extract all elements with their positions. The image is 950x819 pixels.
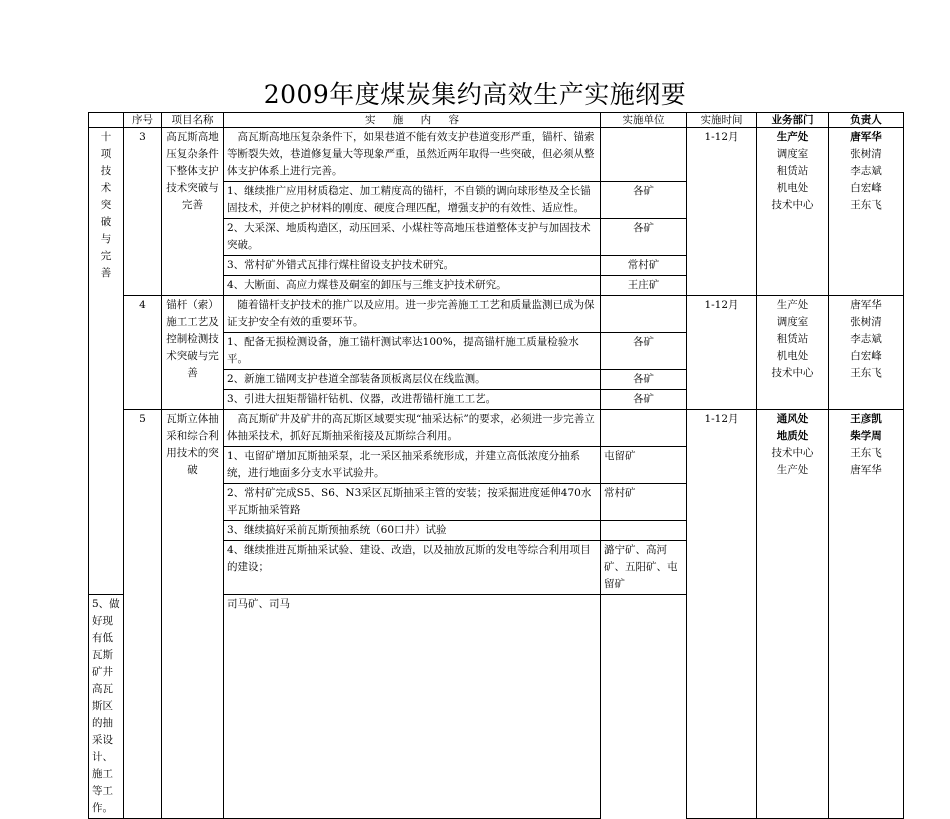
table-row	[89, 410, 904, 447]
table-row	[89, 296, 904, 333]
project-name: 锚杆（索）施工工艺及控制检测技术突破与完善	[162, 296, 224, 410]
item-unit: 各矿	[601, 182, 687, 219]
item-text: 4、大断面、高应力煤巷及硐室的卸压与三维支护技术研究。	[224, 276, 601, 296]
project-depts: 生产处 调度室 租赁站 机电处 技术中心	[757, 128, 829, 296]
item-unit: 常村矿	[601, 256, 687, 276]
item-text: 3、常村矿外错式瓦排行煤柱留设支护技术研究。	[224, 256, 601, 276]
project-time: 1-12月	[687, 128, 757, 296]
side-label: 十 项 技 术 突 破 与 完 善	[89, 128, 124, 595]
project-time: 1-12月	[687, 296, 757, 410]
item-unit: 屯留矿	[601, 447, 687, 484]
item-unit: 常村矿	[601, 484, 687, 521]
item-unit: 各矿	[601, 333, 687, 370]
project-name: 高瓦斯高地压复杂条件下整体支护技术突破与完善	[162, 128, 224, 296]
header-name: 项目名称	[162, 113, 224, 128]
unit-cell	[601, 296, 687, 333]
header-owner: 负责人	[829, 113, 904, 128]
project-seq: 4	[124, 296, 162, 410]
header-row	[89, 113, 904, 128]
item-text: 2、常村矿完成S5、S6、N3采区瓦斯抽采主管的安装；按采掘进度延伸470水平瓦斯抽采管路	[224, 484, 601, 521]
project-owners: 唐军华 张树清 李志斌 白宏峰 王东飞	[829, 128, 904, 296]
header-time: 实施时间	[687, 113, 757, 128]
item-text: 2、新施工锚网支护巷道全部装备顶板离层仪在线监测。	[224, 370, 601, 390]
implementation-table	[88, 112, 904, 819]
corner-cell	[89, 113, 124, 128]
item-text: 3、继续搞好采前瓦斯预抽系统（60口井）试验	[224, 521, 601, 541]
item-text: 1、屯留矿增加瓦斯抽采泵，北一采区抽采系统形成，并建立高低浓度分抽系统，进行地面多分支水平试验井。	[224, 447, 601, 484]
project-intro: 高瓦斯高地压复杂条件下，如果巷道不能有效支护巷道变形严重，锚杆、锚索等断裂失效，巷道修复量大等现象严重，虽然近两年取得一些突破，但必须从整体支护体系上进行完善。	[224, 128, 601, 182]
project-depts: 通风处 地质处 技术中心 生产处	[757, 410, 829, 819]
item-text: 4、继续推进瓦斯抽采试验、建设、改造，以及抽放瓦斯的发电等综合利用项目的建设；	[224, 541, 601, 595]
table-row	[89, 128, 904, 182]
item-unit	[601, 521, 687, 541]
project-intro: 随着锚杆支护技术的推广以及应用。进一步完善施工工艺和质量监测已成为保证支护安全有效的重要环节。	[224, 296, 601, 333]
item-text: 2、大采深、地质构造区，动压回采、小煤柱等高地压巷道整体支护与加固技术突破。	[224, 219, 601, 256]
item-text: 1、继续推广应用材质稳定、加工精度高的锚杆，不自锁的调向球形垫及全长锚固技术，并使之护材料的刚度、硬度合理匹配，增强支护的有效性、适应性。	[224, 182, 601, 219]
project-intro: 高瓦斯矿井及矿井的高瓦斯区域要实现“抽采达标”的要求，必须进一步完善立体抽采技术，抓好瓦斯抽采衔接及瓦斯综合利用。	[224, 410, 601, 447]
header-content: 实 施 内 容	[224, 113, 601, 128]
item-unit: 各矿	[601, 370, 687, 390]
header-seq: 序号	[124, 113, 162, 128]
item-text: 1、配备无损检测设备，施工锚杆测试率达100%，提高锚杆施工质量检验水平。	[224, 333, 601, 370]
project-owners: 王彦凯 柴学周 王东飞 唐军华	[829, 410, 904, 819]
item-unit: 潞宁矿、高河矿、五阳矿、屯留矿	[601, 541, 687, 595]
item-unit: 各矿	[601, 390, 687, 410]
header-unit: 实施单位	[601, 113, 687, 128]
project-seq: 5	[124, 410, 162, 819]
project-depts: 生产处 调度室 租赁站 机电处 技术中心	[757, 296, 829, 410]
unit-cell	[601, 410, 687, 447]
project-name: 瓦斯立体抽采和综合利用技术的突破	[162, 410, 224, 819]
item-text: 5、做好现有低瓦斯矿井高瓦斯区的抽采设计、施工等工作。	[89, 595, 124, 819]
item-unit: 司马矿、司马	[224, 595, 601, 819]
project-time: 1-12月	[687, 410, 757, 819]
item-unit: 各矿	[601, 219, 687, 256]
project-owners: 唐军华 张树清 李志斌 白宏峰 王东飞	[829, 296, 904, 410]
header-dept: 业务部门	[757, 113, 829, 128]
document-title: 2009年度煤炭集约高效生产实施纲要	[263, 80, 687, 109]
item-text: 3、引进大扭矩帮锚杆钻机、仪器，改进帮锚杆施工工艺。	[224, 390, 601, 410]
item-unit: 王庄矿	[601, 276, 687, 296]
project-seq: 3	[124, 128, 162, 296]
unit-cell	[601, 128, 687, 182]
